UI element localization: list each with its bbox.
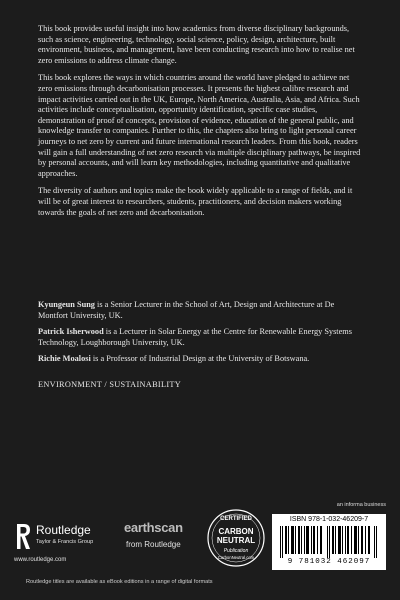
- footer-logos: [14, 502, 386, 570]
- author-name: Richie Moalosi: [38, 354, 91, 364]
- badge-url: CarbonNeutral.com: [217, 555, 255, 560]
- badge-line2: NEUTRAL: [216, 536, 256, 545]
- description-blurb: [38, 24, 364, 225]
- isbn-text: ISBN 978-1-032-46209-7: [289, 516, 369, 523]
- imprint-name-part1: earth: [124, 520, 155, 535]
- barcode-area: [272, 502, 386, 570]
- author-bios: [38, 300, 364, 371]
- badge-line1: CARBON: [218, 527, 254, 536]
- barcode-box: [272, 514, 386, 570]
- publisher-name: Routledge: [36, 523, 91, 537]
- barcode-digits: 9 781032 462097: [287, 558, 371, 566]
- blurb-paragraph-3: The diversity of authors and topics make the book widely applicable to a range of fields, and it will be of great interest to researchers, students, practitioners, and decision makers working towards the goals of net zero and decarbonisation.: [38, 186, 353, 217]
- blurb-paragraph-2: This book explores the ways in which countries around the world have pledged to achieve net zero emissions through decarbonisation processes. It presents the highest calibre research and impact activities carried out in the UK, Europe, North America, Australia, Asia, and Africa. Such activities include conceptualisation, opportunity identification, specific case studies, demonstration of proof of concepts, provision of evidence, education of the general public, and knowledge transfer to companies. Further to this, the chapters also bring to light personal career journeys to net zero by current and future international research leaders. From this book, readers will gain a full understanding of net zero research via multiple disciplinary pathways, be inspired by personal accounts, and will learn key methodologies, including quantitative and qualitative approaches.: [38, 73, 361, 178]
- author-description: is a Lecturer in Solar Energy at the Centre for Renewable Energy Systems Technology, Loughborough University, UK.: [38, 327, 352, 347]
- author-name: Patrick Isherwood: [38, 327, 104, 337]
- badge-mid-text: Publication: [223, 548, 249, 554]
- earthscan-logo: [124, 520, 204, 564]
- barcode-icon: [280, 526, 378, 558]
- author-bio: [38, 327, 364, 348]
- routledge-r-icon: [14, 522, 32, 552]
- imprint-name: [124, 520, 183, 535]
- imprint-name-part2: scan: [154, 520, 183, 535]
- carbon-neutral-badge: [204, 506, 268, 572]
- routledge-logo: [14, 520, 124, 563]
- author-description: is a Professor of Industrial Design at the University of Botswana.: [90, 354, 310, 364]
- badge-top-text: CERTIFIED: [220, 516, 252, 522]
- publisher-url: www.routledge.com: [14, 557, 67, 563]
- author-description: is a Senior Lecturer in the School of Art, Design and Architecture at De Montfort University, UK.: [38, 300, 335, 320]
- author-bio: [38, 354, 364, 365]
- ebook-note: Routledge titles are available as eBook editions in a range of digital formats: [26, 579, 213, 585]
- informa-tagline: an informa business: [336, 502, 386, 508]
- blurb-paragraph-1: This book provides useful insight into how academics from diverse disciplinary backgrounds, such as science, engineering, technology, social science, policy, design, architecture, built environment, business, and management, have been conducting research into how to realise net zero emissions to address climate change.: [38, 24, 355, 65]
- author-bio: [38, 300, 364, 321]
- publisher-group: Taylor & Francis Group: [36, 539, 94, 545]
- author-name: Kyungeun Sung: [38, 300, 95, 309]
- imprint-sub: from Routledge: [126, 540, 181, 549]
- subject-category: ENVIRONMENT / SUSTAINABILITY: [38, 380, 182, 389]
